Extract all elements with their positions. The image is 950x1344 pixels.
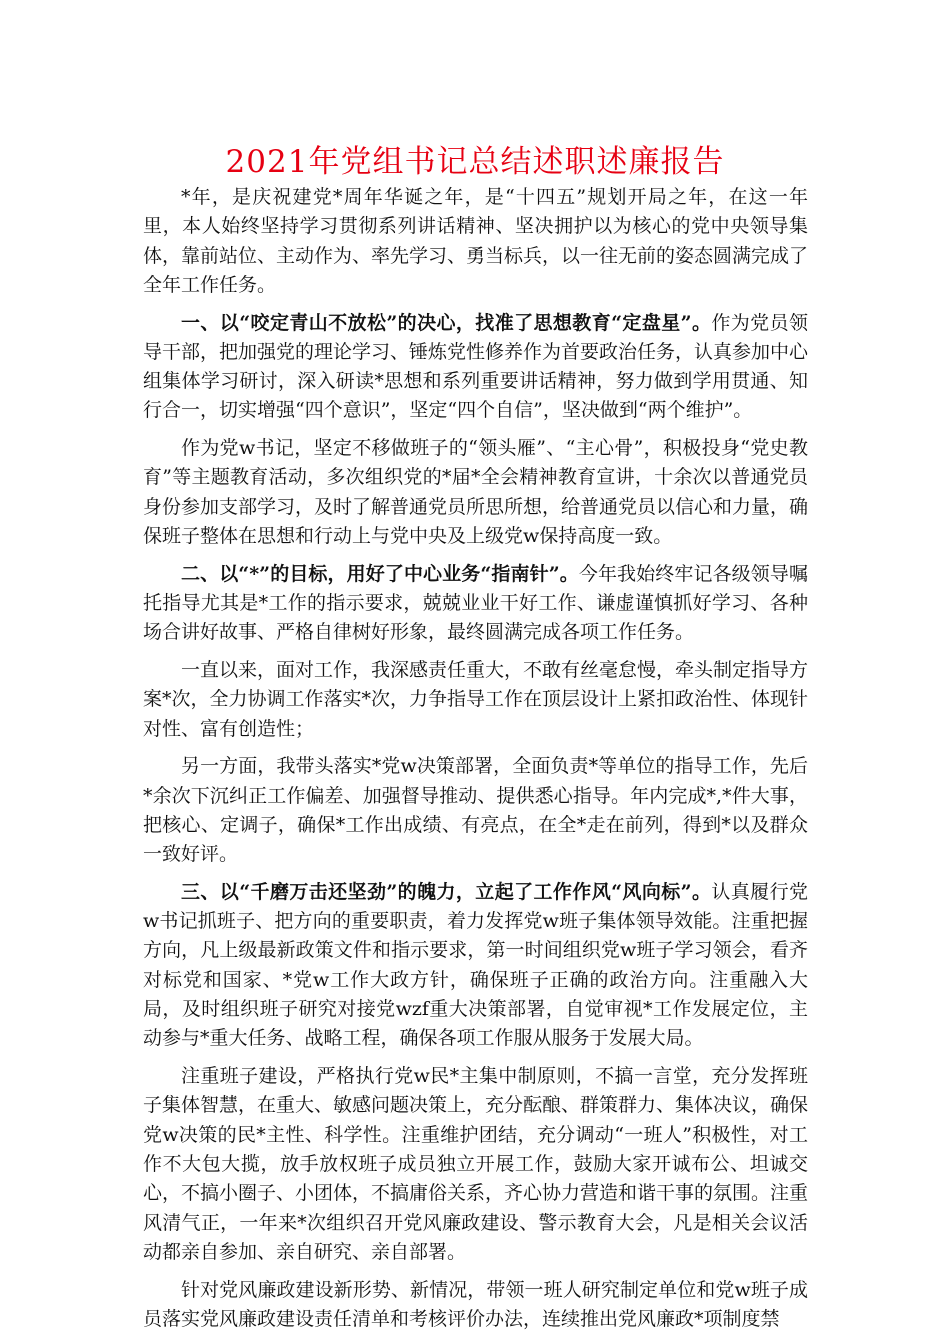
paragraph-section-1 [143,309,808,426]
paragraph-text: 针对党风廉政建设新形势、新情况，带领一班人研究制定单位和党w班子成员落实党风廉政建设责任清单和考核评价办法，连续推出党风廉政*项制度禁 [143,1278,808,1330]
paragraph-intro [143,183,808,300]
paragraph-text: 注重班子建设，严格执行党w民*主集中制原则，不搞一言堂，充分发挥班子集体智慧，在重大、敏感问题决策上，充分酝酿、群策群力、集体决议，确保党w决策的民*主性、科学性。注重维护团结，充分调动“一班人”积极性，对工作不大包大揽，放手放权班子成员独立开展工作，鼓励大家开诚布公、坦诚交心，不搞小圈子、小团体，不搞庸俗关系，齐心协力营造和谐干事的氛围。注重风清气正，一年来*次组织召开党风廉政建设、警示教育大会，凡是相关会议活动都亲自参加、亲自研究、亲自部署。 [143,1065,809,1263]
section-heading-3: 三、以“千磨万击还坚劲”的魄力，立起了工作作风“风向标”。 [181,880,712,903]
paragraph [143,656,808,744]
paragraph-text: 认真履行党w书记抓班子、把方向的重要职责，着力发挥党w班子集体领导效能。注重把握方向，凡上级最新政策文件和指示要求，第一时间组织党w班子学习领会，看齐对标党和国家、*党w工作大政方针，确保班子正确的政治方向。注重融入大局，及时组织班子研究对接党wzf重大决策部署，自觉审视*工作发展定位，主动参与*重大任务、战略工程，确保各项工作服从服务于发展大局。 [143,880,808,1050]
paragraph-text: 作为党员领导干部，把加强党的理论学习、锤炼党性修养作为首要政治任务，认真参加中心组集体学习研讨，深入研读*思想和系列重要讲话精神，努力做到学用贯通、知行合一，切实增强“四个意识”，坚定“四个自信”，坚决做到“两个维护”。 [143,311,809,422]
paragraph [143,434,808,551]
paragraph-text: 作为党w书记，坚定不移做班子的“领头雁”、“主心骨”，积极投身“党史教育”等主题教育活动，多次组织党的*届*全会精神教育宣讲，十余次以普通党员身份参加支部学习，及时了解普通党员所思所想，给普通党员以信心和力量，确保班子整体在思想和行动上与党中央及上级党w保持高度一致。 [143,437,809,548]
paragraph-section-2 [143,560,808,648]
paragraph-text: *年，是庆祝建党*周年华诞之年，是“十四五”规划开局之年，在这一年里，本人始终坚持学习贯彻系列讲话精神、坚决拥护以为核心的党中央领导集体，靠前站位、主动作为、率先学习、勇当标兵，以一往无前的姿态圆满完成了全年工作任务。 [143,186,809,296]
paragraph [143,752,808,869]
paragraph-section-3 [143,878,808,1054]
paragraph [143,1062,808,1267]
paragraph [143,1276,808,1335]
paragraph-text: 另一方面，我带头落实*党w决策部署，全面负责*等单位的指导工作，先后*余次下沉纠正工作偏差、加强督导推动、提供悉心指导。年内完成*,*件大事，把核心、定调子，确保*工作出成绩、有亮点，在全*走在前列，得到*以及群众一致好评。 [143,755,808,866]
paragraph-text: 一直以来，面对工作，我深感责任重大，不敢有丝毫怠慢，牵头制定指导方案*次，全力协调工作落实*次，力争指导工作在顶层设计上紧扣政治性、体现针对性、富有创造性； [143,659,809,740]
document-body [143,183,808,1343]
section-heading-2: 二、以“*”的目标，用好了中心业务“指南针”。 [181,562,579,585]
section-heading-1: 一、以“咬定青山不放松”的决心，找准了思想教育“定盘星”。 [181,311,712,334]
paragraph-text: 今年我始终牢记各级领导嘱托指导尤其是*工作的指示要求，兢兢业业干好工作、谦虚谨慎抓好学习、各种场合讲好故事、严格自律树好形象，最终圆满完成各项工作任务。 [143,562,808,644]
document-title: 2021年党组书记总结述职述廉报告 [225,144,725,180]
